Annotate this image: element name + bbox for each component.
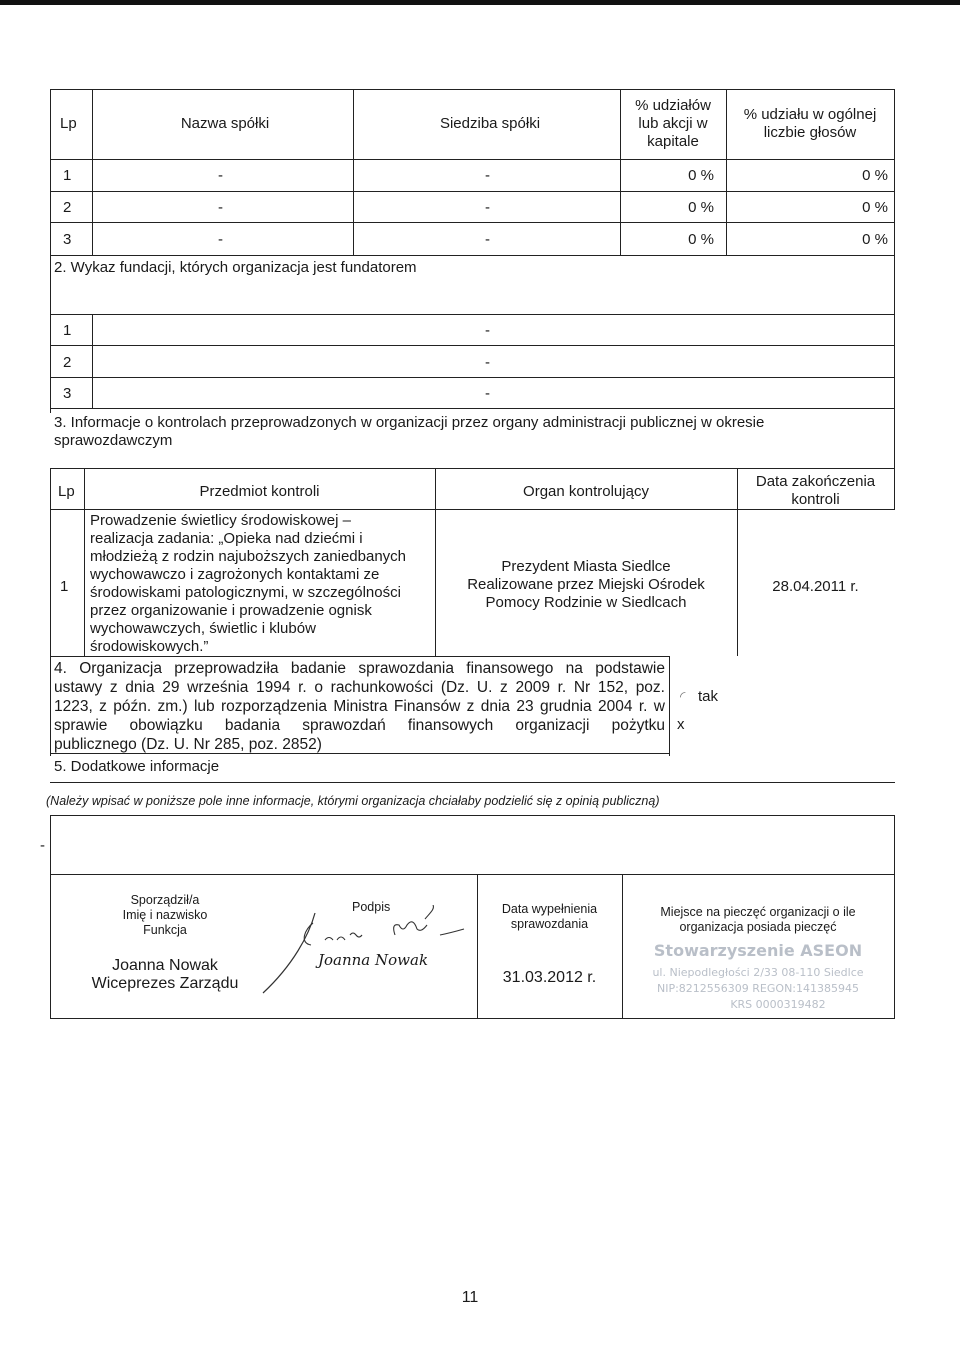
insp-row-1-organ-3: Pomocy Rodzinie w Siedlcach xyxy=(485,594,687,611)
signature-name: Joanna Nowak xyxy=(318,951,429,969)
insp-row-1-organ-2: Realizowane przez Miejski Ośrodek xyxy=(467,576,705,593)
col-votes-pct-2: liczbie głosów xyxy=(763,124,857,141)
share-row-3-seat: - xyxy=(485,231,490,248)
page-number: 11 xyxy=(461,1289,479,1306)
col-votes-pct-1: % udziału w ogólnej xyxy=(743,106,877,123)
share-row-3-lp: 3 xyxy=(63,231,72,248)
audit-text-line-5: publicznego (Dz. U. Nr 285, poz. 2852) xyxy=(54,736,322,753)
share-row-2-share: 0 % xyxy=(688,199,714,216)
audit-text-line-4: sprawie obowiązku badania sprawozdań finansowych organizacji pożytku xyxy=(54,717,665,734)
foundation-row-1-value: - xyxy=(485,322,490,339)
fill-date-label-2: sprawozdania xyxy=(510,917,589,931)
audit-text-line-2: ustawy z dnia 29 września 1994 r. o rachunkowości (Dz. U. z 2009 r. Nr 152, poz. xyxy=(54,679,665,696)
insp-row-1-lp: 1 xyxy=(60,578,69,595)
signature-label: Podpis xyxy=(352,900,391,914)
audit-mark: x xyxy=(677,716,685,733)
share-row-2-lp: 2 xyxy=(63,199,72,216)
share-row-1-votes: 0 % xyxy=(862,167,888,184)
audit-text-line-1: 4. Organizacja przeprowadziła badanie sprawozdania finansowego na podstawie xyxy=(54,660,665,677)
audit-yes-radio-icon[interactable]: ◜ xyxy=(680,688,686,704)
insp-col-lp: Lp xyxy=(58,483,75,500)
inspections-section: 3. Informacje o kontrolach przeprowadzonych w organizacji przez organy administracji publicznej w okresie sprawozdawczym Lp Przedmiot kontroli Organ kontrolujący Data zakończenia kontroli 1 Prowadzenie świetlicy środowiskowej – realizacja zadania: „Opieka nad dziećmi i młodzieżą z rodzin najuboższych zaniedbanych wychowawczo i zagrożonych kontaktami ze środowiskami patologicznymi, w szczególności przez organizowanie i prowadzenie ognisk wychowawczych, świetlic i klubów środowiskowych.” Prezydent Miasta Siedlce Realizowane przez Miejski Ośrodek Pomocy Rodzinie w Siedlcach 28.04.2011 r. xyxy=(0,0,960,660)
share-row-1-seat: - xyxy=(485,167,490,184)
share-row-1-name: - xyxy=(218,167,223,184)
inspections-heading-line-1: 3. Informacje o kontrolach przeprowadzonych w organizacji przez organy administracji publicznej w okresie xyxy=(54,414,765,431)
share-row-2-name: - xyxy=(218,199,223,216)
insp-row-1-organ-1: Prezydent Miasta Siedlce xyxy=(501,558,671,575)
fill-date: 31.03.2012 r. xyxy=(502,969,597,986)
preparer-position: Wiceprezes Zarządu xyxy=(91,975,239,992)
inspections-heading-line-2: sprawozdawczym xyxy=(54,432,173,449)
insp-col-subject: Przedmiot kontroli xyxy=(199,483,320,500)
preparer-name: Joanna Nowak xyxy=(112,957,218,974)
share-row-3-name: - xyxy=(218,231,223,248)
additional-heading: 5. Dodatkowe informacje xyxy=(54,758,220,775)
share-row-1-share: 0 % xyxy=(688,167,714,184)
insp-col-date-1: Data zakończenia xyxy=(755,473,876,490)
additional-instruction: (Należy wpisać w poniższe pole inne informacje, którymi organizacja chciałaby podzielić się z opinią publiczną) xyxy=(46,794,660,808)
audit-yes-label: tak xyxy=(698,688,719,705)
col-share-pct-3: kapitale xyxy=(647,133,699,150)
stamp-label-2: organizacja posiada pieczęć xyxy=(679,920,837,934)
insp-col-date-2: kontroli xyxy=(791,491,840,508)
foundation-row-3-value: - xyxy=(485,385,490,402)
col-lp: Lp xyxy=(60,115,77,132)
col-share-pct-1: % udziałów xyxy=(635,97,711,114)
insp-col-organ: Organ kontrolujący xyxy=(523,483,649,500)
foundation-row-2-lp: 2 xyxy=(63,354,72,371)
foundation-row-2-value: - xyxy=(485,354,490,371)
foundation-row-1-lp: 1 xyxy=(63,322,72,339)
share-row-2-seat: - xyxy=(485,199,490,216)
share-row-1-lp: 1 xyxy=(63,167,72,184)
organization-stamp: Stowarzyszenie ASEON ul. Niepodległości 2/33 08-110 Siedlce NIP:8212556309 REGON:141385945 KRS 0000319482 xyxy=(652,941,864,1011)
col-share-pct-2: lub akcji w xyxy=(638,115,708,132)
foundation-row-3-lp: 3 xyxy=(63,385,72,402)
fill-date-label-1: Data wypełnienia xyxy=(501,902,598,916)
share-row-2-votes: 0 % xyxy=(862,199,888,216)
col-company-seat: Siedziba spółki xyxy=(439,115,541,132)
insp-row-1-date: 28.04.2011 r. xyxy=(772,578,859,595)
additional-value: - xyxy=(40,837,45,854)
share-row-3-votes: 0 % xyxy=(862,231,888,248)
stamp-label-1: Miejsce na pieczęć organizacji o ile xyxy=(660,905,856,919)
share-row-3-share: 0 % xyxy=(688,231,714,248)
audit-text-line-3: 1223, z późn. zm.) lub rozporządzenia Ministra Finansów z dnia 23 grudnia 2004 r. w xyxy=(54,698,665,715)
name-label: Imię i nazwisko xyxy=(122,908,208,922)
prepared-by-label: Sporządził/a xyxy=(130,893,200,907)
foundations-heading: 2. Wykaz fundacji, których organizacja jest fundatorem xyxy=(54,259,417,276)
col-company-name: Nazwa spółki xyxy=(180,115,270,132)
function-label: Funkcja xyxy=(143,923,187,937)
